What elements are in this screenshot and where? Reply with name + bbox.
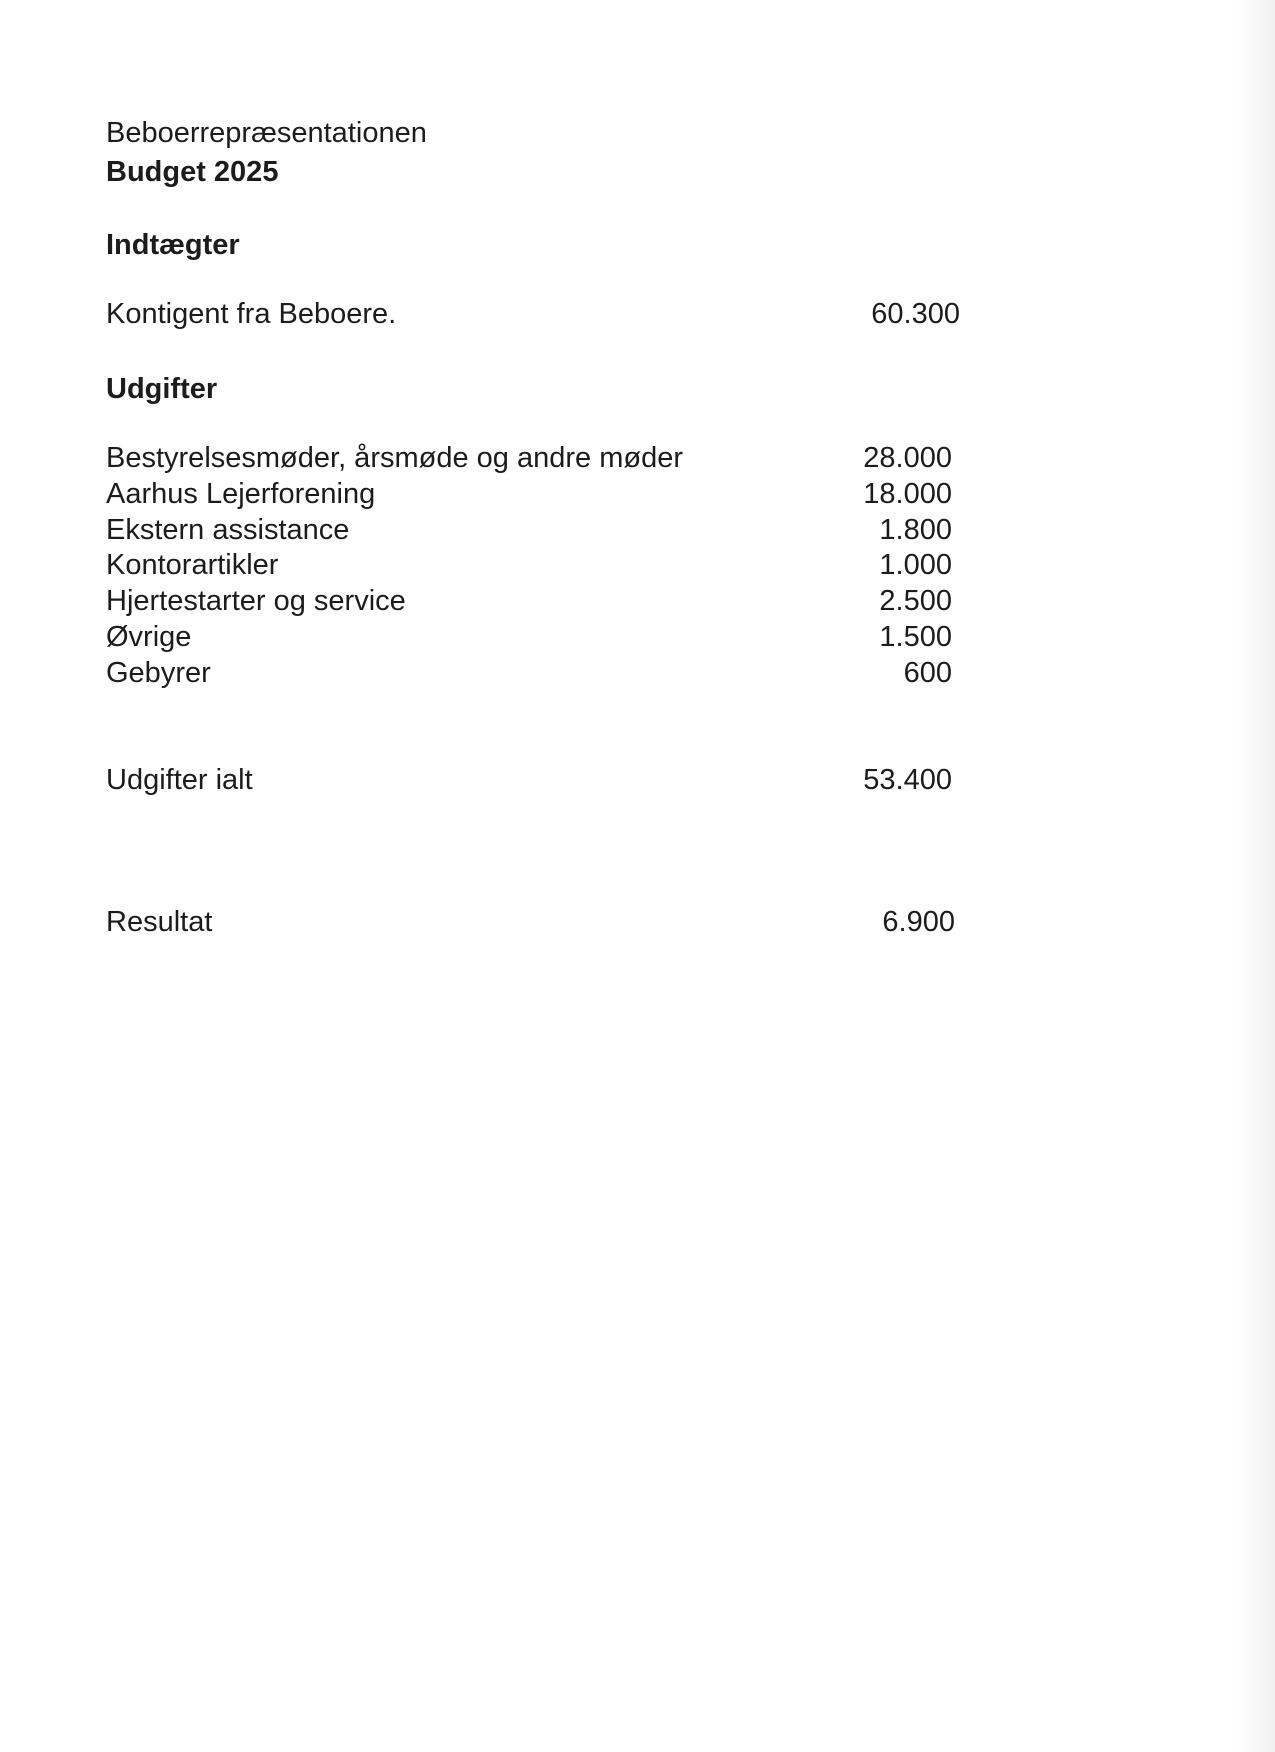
expense-row-amount: 18.000: [863, 478, 952, 510]
expense-row: [106, 440, 952, 476]
income-row: [106, 296, 960, 332]
income-row-amount: 60.300: [871, 298, 960, 330]
expense-row-amount: 1.500: [879, 621, 952, 653]
result-row: [106, 904, 955, 940]
expenses-total-row: [106, 762, 952, 798]
expense-row-amount: 2.500: [879, 585, 952, 617]
expense-row: [106, 619, 952, 655]
expense-row-label: Øvrige: [106, 621, 192, 653]
expense-row-amount: 28.000: [863, 442, 952, 474]
expense-row-amount: 1.000: [879, 549, 952, 581]
expense-row-label: Ekstern assistance: [106, 514, 350, 546]
expense-row-label: Gebyrer: [106, 657, 211, 689]
expenses-total-label: Udgifter ialt: [106, 764, 253, 796]
organization-name: Beboerrepræsentationen: [106, 117, 427, 149]
income-row-label: Kontigent fra Beboere.: [106, 298, 397, 330]
expense-row-label: Hjertestarter og service: [106, 585, 406, 617]
scan-edge-shadow: [1237, 0, 1275, 1752]
expenses-heading: Udgifter: [106, 373, 218, 405]
expense-row-amount: 600: [903, 657, 952, 689]
expense-row: [106, 512, 952, 548]
result-amount: 6.900: [882, 906, 955, 938]
expense-row-label: Bestyrelsesmøder, årsmøde og andre møder: [106, 442, 683, 474]
expense-row-label: Kontorartikler: [106, 549, 279, 581]
expense-row: [106, 547, 952, 583]
expense-row-label: Aarhus Lejerforening: [106, 478, 376, 510]
result-label: Resultat: [106, 906, 213, 938]
expense-row: [106, 476, 952, 512]
document-title: Budget 2025: [106, 156, 279, 188]
income-heading: Indtægter: [106, 229, 240, 261]
expense-row-amount: 1.800: [879, 514, 952, 546]
expenses-total-amount: 53.400: [863, 764, 952, 796]
expense-row: [106, 655, 952, 691]
expense-row: [106, 583, 952, 619]
